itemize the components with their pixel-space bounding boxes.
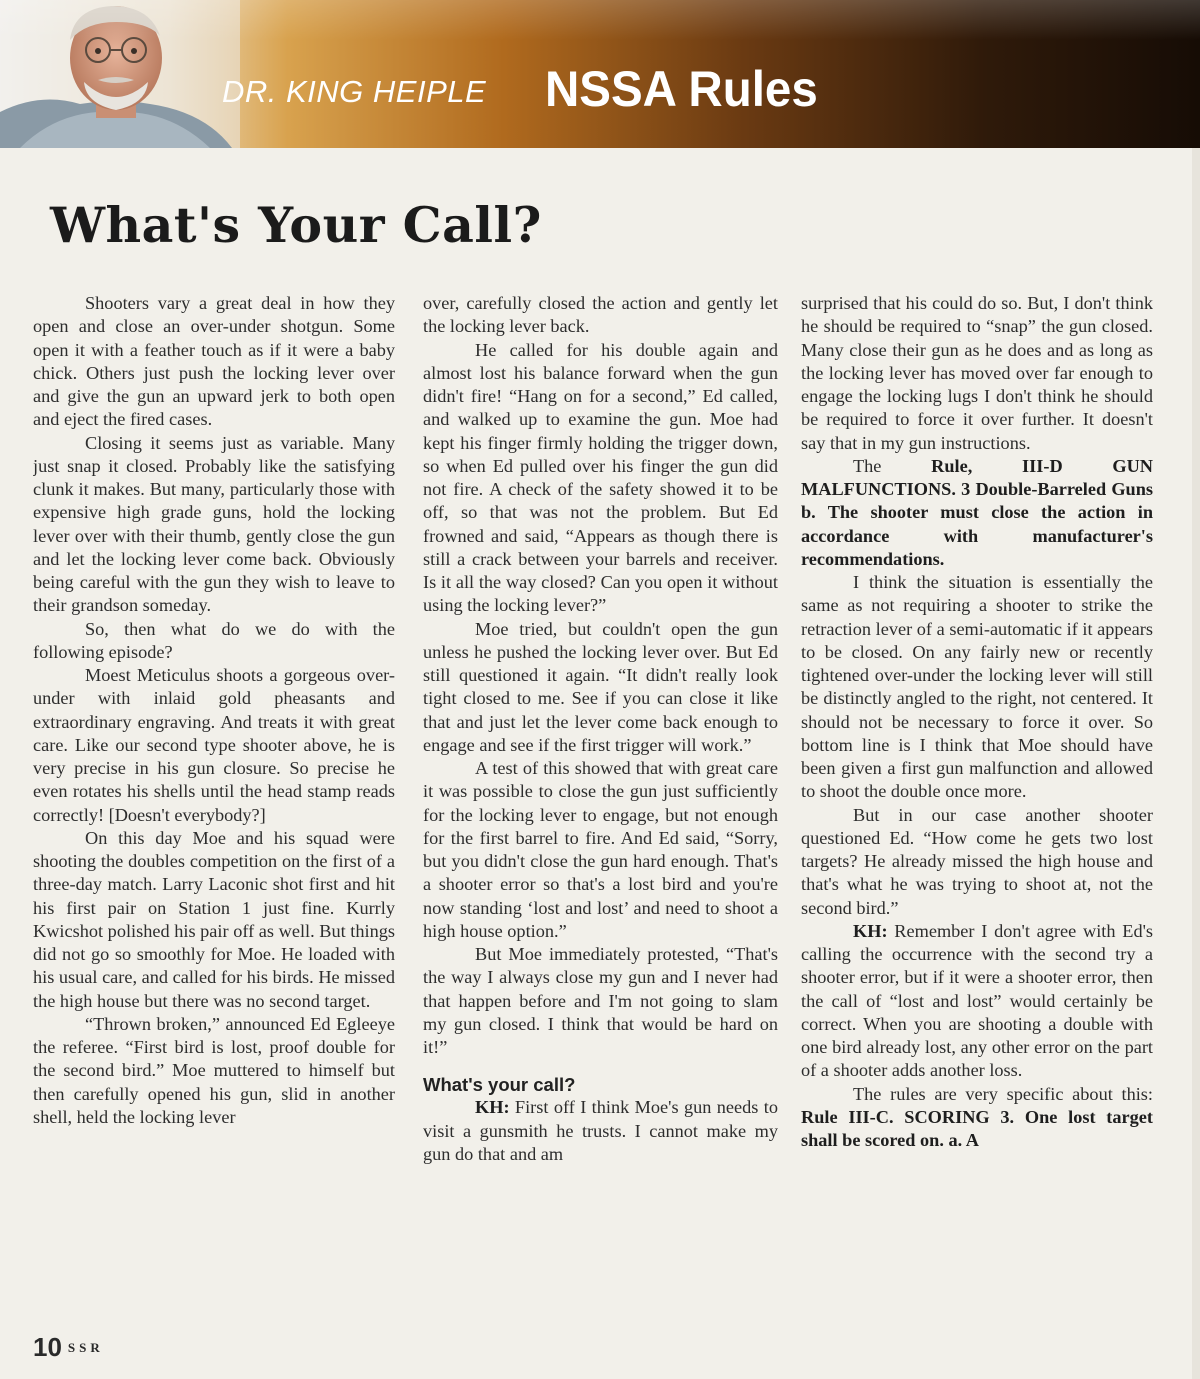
paragraph: Moest Meticulus shoots a gorgeous over-under with inlaid gold pheasants and extraordinary engraving. And treats it with great care. Like our second type shooter above, he is very precise in his gun closure. So precise he even rotates his shells until the head stamp reads correctly! [Doesn't everybody?] xyxy=(33,665,395,825)
paragraph-text: The rules are very specific about this: xyxy=(853,1083,1153,1104)
page-number: 10 xyxy=(33,1332,62,1362)
header-banner xyxy=(0,0,1200,148)
paragraph: Closing it seems just as variable. Many just snap it closed. Probably like the satisfying clunk it makes. But many, particularly those with expensive high grade guns, hold the locking lever over with their thumb, gently close the gun and let the locking lever come back. Obviously being careful with the gun they wish to leave to their grandson someday. xyxy=(33,432,395,616)
paragraph-text: First off I think Moe's gun needs to visit a gunsmith he trusts. I cannot make my gun do that and am xyxy=(423,1097,778,1164)
paragraph: Shooters vary a great deal in how they open and close an over-under shotgun. Some open it with a feather touch as if it were a baby chick. Others just push the locking lever over and give the gun an upward jerk to both open and eject the fired cases. xyxy=(33,293,395,430)
section-title: NSSA Rules xyxy=(545,61,818,117)
paragraph xyxy=(801,1083,1153,1153)
subheading: What's your call? xyxy=(423,1074,576,1096)
paragraph xyxy=(801,920,1153,1083)
kh-label: KH: xyxy=(853,920,888,941)
page-edge xyxy=(1192,148,1200,1379)
article-column-2 xyxy=(423,292,778,1322)
paragraph: But Moe immediately protested, “That's the way I always close my gun and I never had that happen before and I'm not going to slam my gun closed. I think that would be hard on it!” xyxy=(423,944,778,1057)
article-column-3 xyxy=(801,292,1153,1322)
paragraph: surprised that his could do so. But, I don't think he should be required to “snap” the gun closed. Many close their gun as he does and as long as the locking lever has moved over far enough to engage the locking lugs I don't think he should be required to force it over further. It doesn't say that in my gun instructions. xyxy=(801,293,1153,453)
paragraph-text: The xyxy=(853,455,932,476)
article-column-1 xyxy=(33,292,395,1322)
paragraph: “Thrown broken,” announced Ed Egleeye the referee. “First bird is lost, proof double for the second bird.” Moe muttered to himself but then carefully opened his gun, slid in another shell, held the locking lever xyxy=(33,1013,395,1127)
paragraph xyxy=(423,1096,778,1166)
paragraph: On this day Moe and his squad were shooting the doubles competition on the first of a three-day match. Larry Laconic shot first and hit his first pair on Station 1 just fine. Kurrly Kwicshot polished his pair off as well. But things did not go so smoothly for Moe. He loaded with his usual care, and called for his birds. He missed the high house but there was no second target. xyxy=(33,827,395,1011)
paragraph: over, carefully closed the action and gently let the locking lever back. xyxy=(423,293,778,337)
paragraph: So, then what do we do with the following episode? xyxy=(33,618,395,662)
paragraph: But in our case another shooter questioned Ed. “How come he gets two lost targets? He already missed the high house and that's what he was trying to shoot at, not the second bird.” xyxy=(801,804,1153,918)
paragraph: A test of this showed that with great care it was possible to close the gun just sufficiently for the locking lever to engage, but not enough for the first barrel to fire. And Ed said, “Sorry, but you didn't close the gun hard enough. That's a shooter error so that's a lost bird and you're now standing ‘lost and lost’ and need to shoot a high house option.” xyxy=(423,758,778,941)
rule-citation: Rule, III-D GUN MALFUNCTIONS. 3 Double-Barreled Guns b. The shooter must close the action in accordance with manufacturer's recommendations. xyxy=(801,455,1153,569)
author-name: DR. KING HEIPLE xyxy=(222,74,487,109)
author-portrait xyxy=(0,0,240,148)
page-footer xyxy=(33,1332,104,1363)
paragraph: He called for his double again and almost lost his balance forward when the gun didn't fire! “Hang on for a second,” Ed called, and walked up to examine the gun. Moe had kept his finger firmly holding the trigger down, so when Ed pulled over his finger the gun did not fire. A check of the safety showed it to be off, so that was not the problem. But Ed frowned and said, “Appears as though there is still a crack between your barrels and receiver. Is it all the way closed? Can you open it without using the locking lever?” xyxy=(423,339,778,616)
magazine-name: SSR xyxy=(67,1339,104,1355)
article-headline: What's Your Call? xyxy=(50,196,542,254)
paragraph: I think the situation is essentially the same as not requiring a shooter to strike the retraction lever of a semi-automatic if it appears to be closed. On any fairly new or recently tightened over-under the locking lever will still be distinctly angled to the right, not centered. It should not be necessary to force it over. So bottom line is I think that Moe should have been given a first gun malfunction and allowed to shoot the double once more. xyxy=(801,572,1153,802)
rule-citation: Rule III-C. SCORING 3. One lost target shall be scored on. a. A xyxy=(801,1106,1153,1150)
paragraph xyxy=(801,455,1153,571)
paragraph: Moe tried, but couldn't open the gun unless he pushed the locking lever over. But Ed still questioned it again. “It didn't really look tight closed to me. See if you can close it like that and just let the lever come back enough to engage and see if the first trigger will work.” xyxy=(423,618,778,755)
kh-label: KH: xyxy=(475,1097,510,1118)
paragraph-text: Remember I don't agree with Ed's calling the occurrence with the second try a shooter error, but if it were a shooter error, then the call of “lost and lost” would certainly be correct. When you are shooting a double with one bird already lost, any other error on the part of a shooter adds another loss. xyxy=(801,920,1153,1081)
